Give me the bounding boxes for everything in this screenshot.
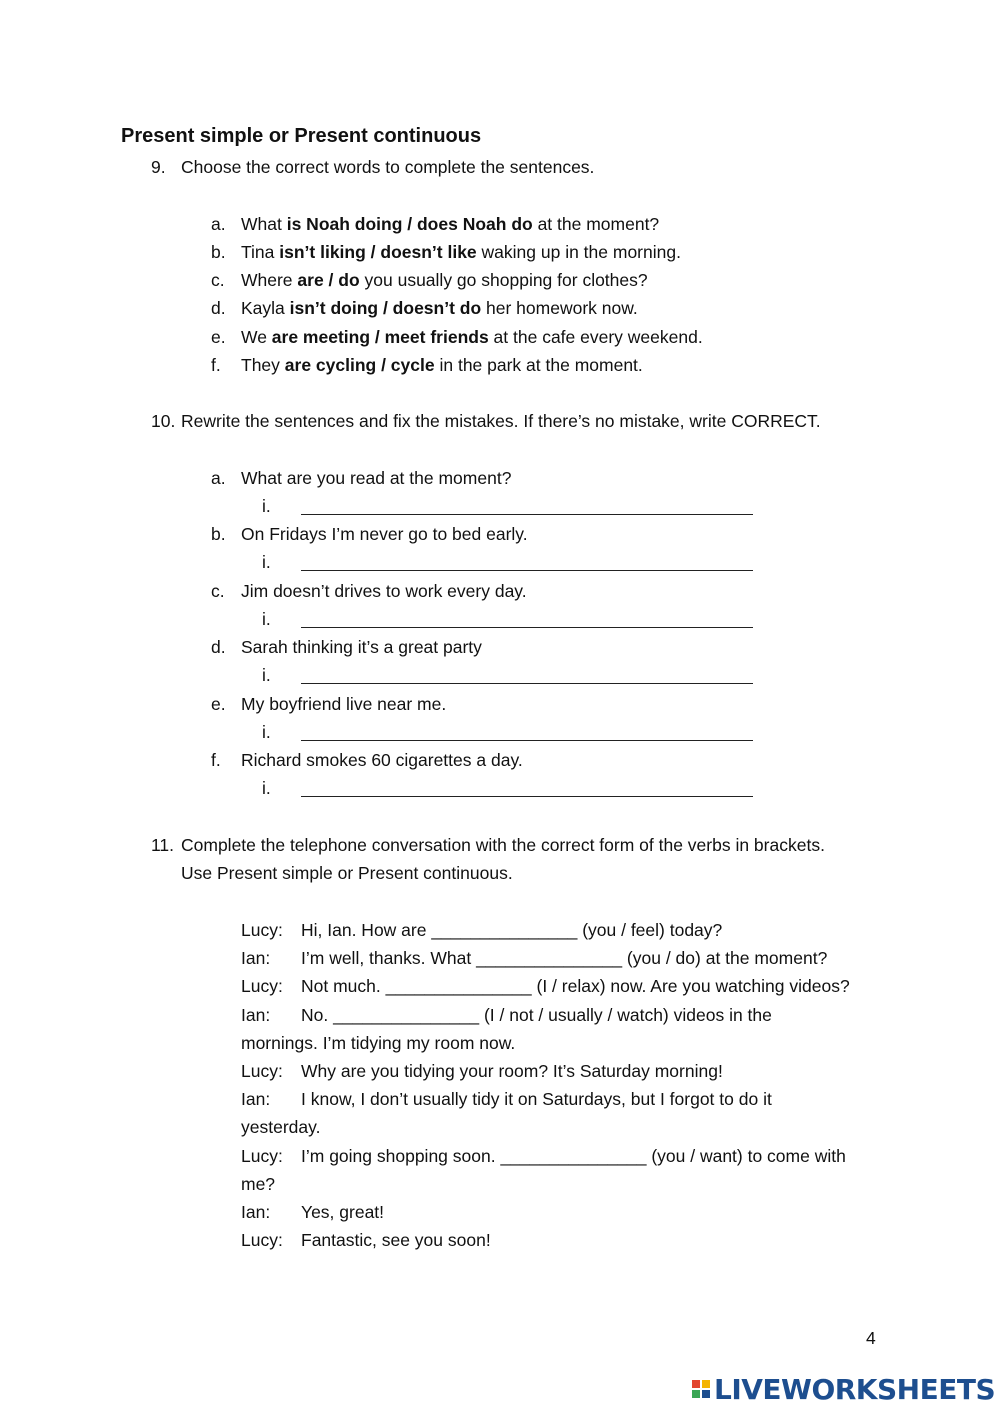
dialogue-line: I’m well, thanks. What _______________ (you / do) at the moment? [301,948,828,968]
dialogue-line: I know, I don’t usually tidy it on Saturdays, but I forgot to do it [301,1089,772,1109]
ex9-letter: b. [211,242,226,262]
ex9-letter: d. [211,298,226,318]
ex11-number: 11. [151,835,175,855]
blank-field[interactable]: _______________ [385,976,532,996]
logo-text: LIVEWORKSHEETS [714,1372,996,1406]
answer-line[interactable] [301,796,753,797]
ex9-item[interactable]: They are cycling / cycle in the park at the moment. [241,355,643,375]
ex10-sentence: What are you read at the moment? [241,468,512,488]
ex9-item[interactable]: Tina isn’t liking / doesn’t like waking up in the morning. [241,242,681,262]
ex9-choice: isn’t liking / doesn’t like [279,242,477,262]
ex9-letter: a. [211,214,226,234]
ex10-sentence: Sarah thinking it’s a great party [241,637,482,657]
ex10-sentence: Jim doesn’t drives to work every day. [241,581,527,601]
ex9-letter: e. [211,327,226,347]
speaker: Ian: [241,1089,271,1109]
ex9-item[interactable]: What is Noah doing / does Noah do at the moment? [241,214,660,234]
answer-line[interactable] [301,740,753,741]
logo-mark-icon [692,1380,710,1398]
page-number: 4 [866,1328,876,1348]
blank-field[interactable]: _______________ [476,948,623,968]
speaker: Ian: [241,1202,271,1222]
ex9-choice: are meeting / meet friends [271,327,489,347]
ex10-sentence: My boyfriend live near me. [241,694,447,714]
answer-line[interactable] [301,683,753,684]
ex9-item[interactable]: Kayla isn’t doing / doesn’t do her homework now. [241,298,638,318]
answer-marker: i. [262,722,271,742]
ex11-instruction: Complete the telephone conversation with the correct form of the verbs in brackets. [181,835,825,855]
speaker: Lucy: [241,920,283,940]
blank-field[interactable]: _______________ [500,1146,647,1166]
ex9-choice: isn’t doing / doesn’t do [289,298,482,318]
section-title: Present simple or Present continuous [121,125,482,147]
answer-marker: i. [262,609,271,629]
ex10-letter: e. [211,694,226,714]
ex9-letter: f. [211,355,221,375]
ex10-instruction: Rewrite the sentences and fix the mistakes. If there’s no mistake, write CORRECT. [181,411,821,431]
liveworksheets-logo[interactable] [692,1374,995,1404]
ex10-letter: b. [211,524,226,544]
ex11-instruction-2: Use Present simple or Present continuous. [181,863,513,883]
ex9-item[interactable]: We are meeting / meet friends at the cafe every weekend. [241,327,703,347]
dialogue-continuation: yesterday. [241,1117,321,1137]
speaker: Ian: [241,948,271,968]
dialogue-continuation: me? [241,1174,276,1194]
ex10-sentence: Richard smokes 60 cigarettes a day. [241,750,523,770]
ex10-sentence: On Fridays I’m never go to bed early. [241,524,528,544]
blank-field[interactable]: _______________ [333,1005,480,1025]
answer-marker: i. [262,552,271,572]
ex9-number: 9. [151,157,166,177]
speaker: Ian: [241,1005,271,1025]
dialogue-line: Hi, Ian. How are _______________ (you / feel) today? [301,920,723,940]
speaker: Lucy: [241,976,283,996]
dialogue-line: Not much. _______________ (I / relax) now. Are you watching videos? [301,976,850,996]
ex9-item[interactable]: Where are / do you usually go shopping for clothes? [241,270,648,290]
dialogue-line: No. _______________ (I / not / usually / watch) videos in the [301,1005,772,1025]
dialogue-continuation: mornings. I’m tidying my room now. [241,1033,516,1053]
ex9-letter: c. [211,270,225,290]
answer-marker: i. [262,665,271,685]
dialogue-line: Yes, great! [301,1202,385,1222]
answer-line[interactable] [301,627,753,628]
ex10-letter: c. [211,581,225,601]
ex10-letter: d. [211,637,226,657]
ex9-choice: is Noah doing / does Noah do [286,214,533,234]
ex10-number: 10. [151,411,176,431]
ex10-letter: f. [211,750,221,770]
answer-marker: i. [262,778,271,798]
blank-field[interactable]: _______________ [431,920,578,940]
dialogue-line: Fantastic, see you soon! [301,1230,491,1250]
dialogue-line: Why are you tidying your room? It’s Saturday morning! [301,1061,723,1081]
ex9-choice: are cycling / cycle [284,355,435,375]
ex10-letter: a. [211,468,226,488]
answer-line[interactable] [301,570,753,571]
answer-marker: i. [262,496,271,516]
dialogue-line: I’m going shopping soon. _______________ (you / want) to come with [301,1146,846,1166]
speaker: Lucy: [241,1146,283,1166]
answer-line[interactable] [301,514,753,515]
ex9-choice: are / do [297,270,360,290]
speaker: Lucy: [241,1061,283,1081]
speaker: Lucy: [241,1230,283,1250]
ex9-instruction: Choose the correct words to complete the sentences. [181,157,595,177]
